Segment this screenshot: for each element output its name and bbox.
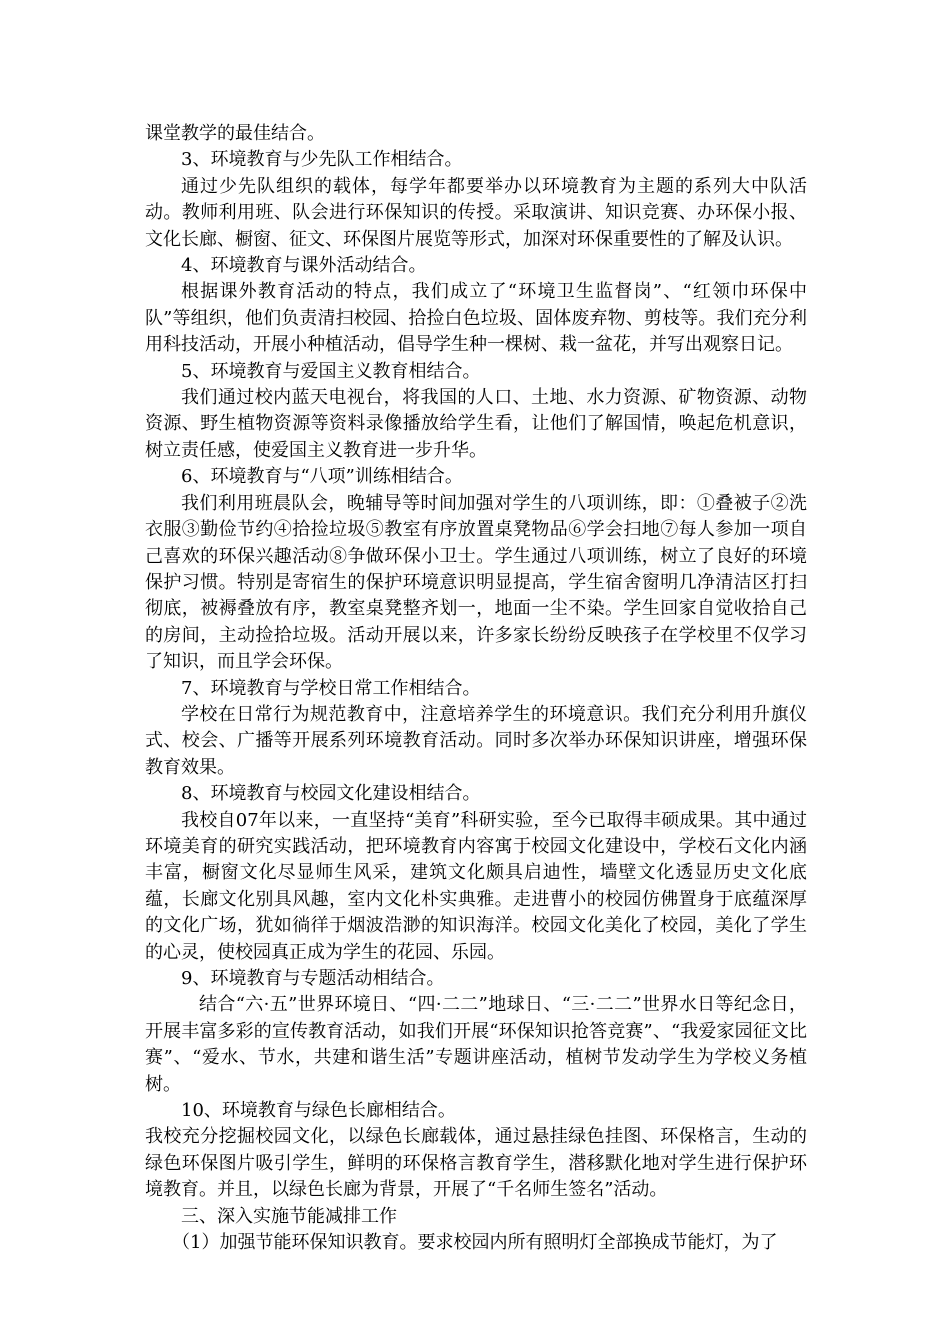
heading-5-aiguo: 5、环境教育与爱国主义教育相结合。 — [181, 360, 481, 382]
paragraph-5: 我们通过校内蓝天电视台，将我国的人口、土地、水力资源、矿物资源、动物资源、野生植物资源等资料录像播放给学生看，让他们了解国情，唤起危机意识，树立责任感，使爱国主义教育进一步升华。 — [145, 387, 807, 461]
heading-10-lvse: 10、环境教育与绿色长廊相结合。 — [181, 1100, 456, 1122]
heading-8-xiaoyuan: 8、环境教育与校园文化建设相结合。 — [181, 783, 481, 805]
paragraph-8: 我校自07年以来，一直坚持“美育”科研实验，至今已取得丰硕成果。其中通过环境美育的研究实践活动，把环境教育内容寓于校园文化建设中，学校石文化内涵丰富，橱窗文化尽显师生风采，建筑文化颇具启迪性，墙壁文化透显历史文化底蕴，长廊文化别具风趣，室内文化朴实典雅。走进曹小的校园仿佛置身于底蕴深厚的文化广场，犹如徜徉于烟波浩渺的知识海洋。校园文化美化了校园，美化了学生的心灵，使校园真正成为学生的花园、乐园。 — [145, 809, 807, 963]
heading-9-zhuanti: 9、环境教育与专题活动相结合。 — [181, 968, 445, 989]
section-heading-3: 三、深入实施节能减排工作 — [181, 1205, 397, 1227]
paragraph-7: 学校在日常行为规范教育中，注意培养学生的环境意识。我们充分利用升旗仪式、校会、广播等开展系列环境教育活动。同时多次举办环保知识讲座，增强环保教育效果。 — [145, 703, 807, 778]
heading-3-shaoxiandui: 3、环境教育与少先队工作相结合。 — [181, 149, 463, 171]
paragraph-4: 根据课外教育活动的特点，我们成立了“环境卫生监督岗”、“红领巾环保中队”等组织，他们负责清扫校园、拾捡白色垃圾、固体废弃物、剪枝等。我们充分利用科技活动，开展小种植活动，倡导学生种一棵树、栽一盆花，并写出观察日记。 — [145, 281, 807, 356]
paragraph-3: 通过少先队组织的载体，每学年都要举办以环境教育为主题的系列大中队活动。教师利用班、队会进行环保知识的传授。采取演讲、知识竞赛、办环保小报、文化长廊、橱窗、征文、环保图片展览等形式，加深对环保重要性的了解及认识。 — [145, 175, 807, 250]
heading-6-baxiang: 6、环境教育与“八项”训练相结合。 — [181, 466, 463, 488]
paragraph-1: 课堂教学的最佳结合。 — [145, 123, 325, 144]
heading-4-kewai: 4、环境教育与课外活动结合。 — [181, 255, 427, 277]
document-page — [145, 121, 807, 1256]
heading-7-richang: 7、环境教育与学校日常工作相结合。 — [181, 677, 481, 699]
paragraph-6: 我们利用班晨队会，晚辅导等时间加强对学生的八项训练，即：①叠被子②洗衣服③勤俭节约④拾捡垃圾⑤教室有序放置桌凳物品⑥学会扫地⑦每人参加一项自己喜欢的环保兴趣活动⑧争做环保小卫士。学生通过八项训练，树立了良好的环境保护习惯。特别是寄宿生的保护环境意识明显提高，学生宿舍窗明几净清洁区打扫彻底，被褥叠放有序，教室桌凳整齐划一，地面一尘不染。学生回家自觉收拾自己的房间，主动捡拾垃圾。活动开展以来，许多家长纷纷反映孩子在学校里不仅学习了知识，而且学会环保。 — [145, 492, 807, 673]
paragraph-10: 我校充分挖掘校园文化，以绿色长廊载体，通过悬挂绿色挂图、环保格言，生动的绿色环保图片吸引学生，鲜明的环保格言教育学生，潜移默化地对学生进行保护环境教育。并且，以绿色长廊为背景，开展了“千名师生签名”活动。 — [145, 1126, 807, 1201]
paragraph-9: 结合“六·五”世界环境日、“四·二二”地球日、“三·二二”世界水日等纪念日，开展丰富多彩的宣传教育活动，如我们开展“环保知识抢答竞赛”、“我爱家园征文比赛”、“爱水、节水，共建和谐生活”专题讲座活动，植树节发动学生为学校义务植树。 — [145, 994, 807, 1095]
paragraph-11: （1）加强节能环保知识教育。要求校园内所有照明灯全部换成节能灯，为了 — [172, 1232, 778, 1254]
